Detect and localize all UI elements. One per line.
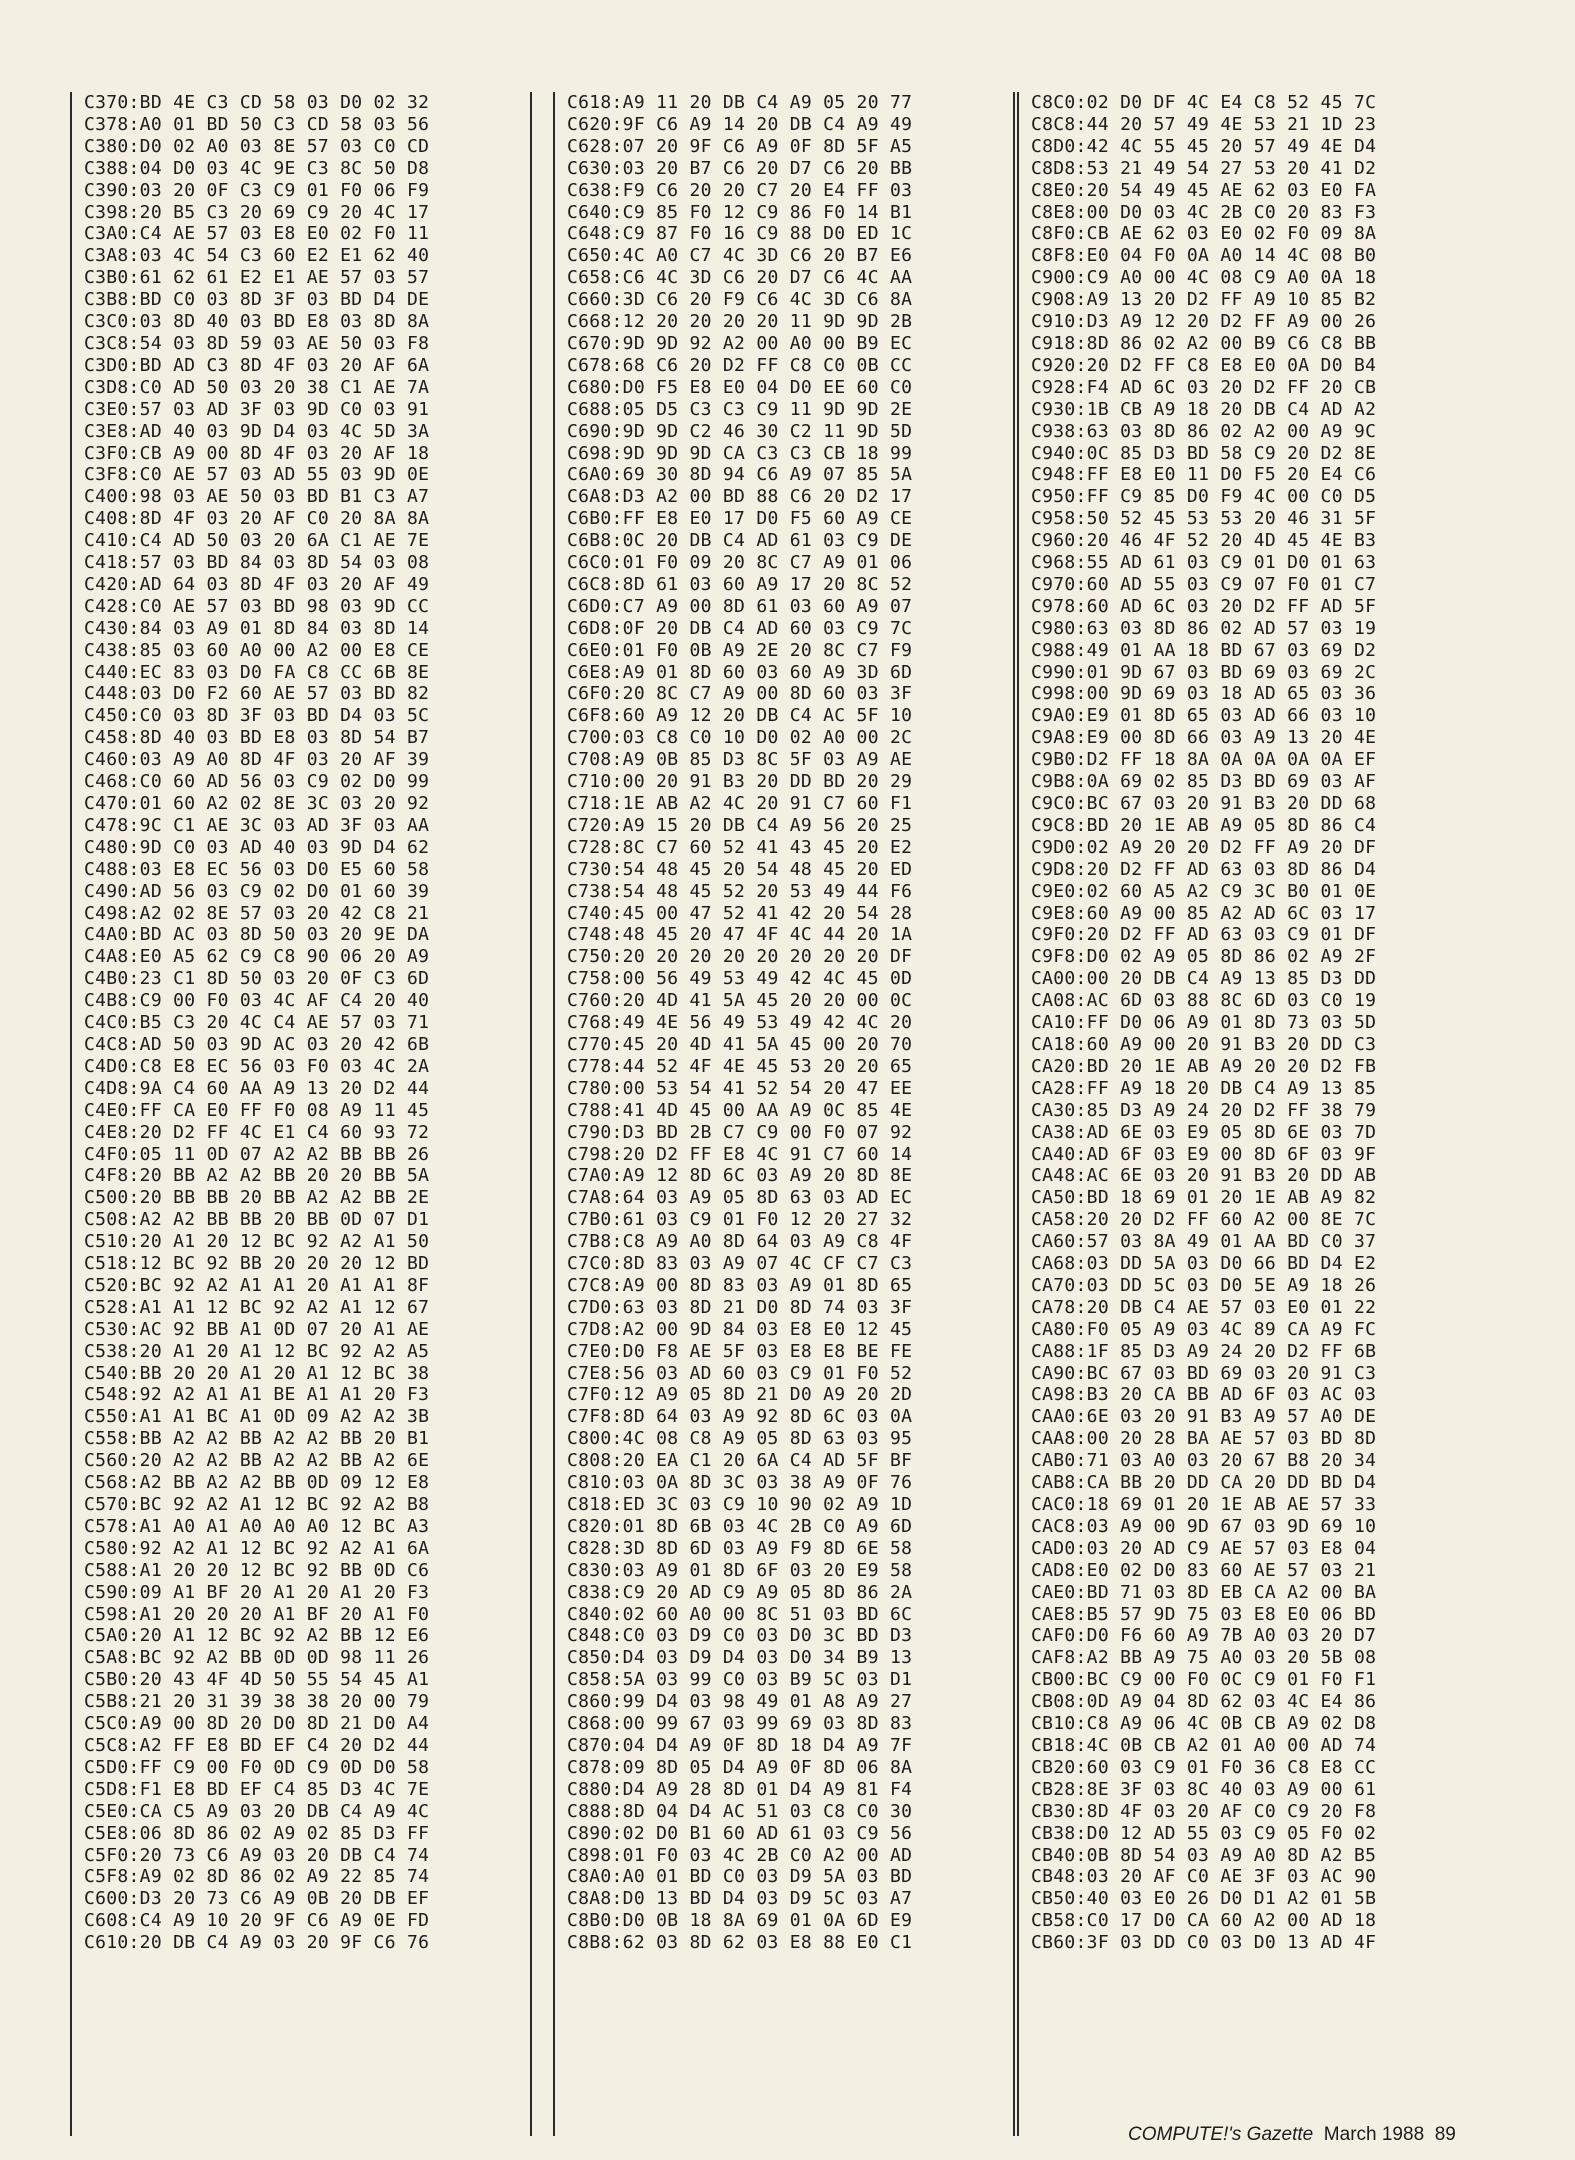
listing-line: C758:00 56 49 53 49 42 4C 45 0D — [567, 968, 913, 990]
listing-column-2 — [553, 92, 1015, 2136]
listing-line: C6F0:20 8C C7 A9 00 8D 60 03 3F — [567, 683, 913, 705]
listing-line: C410:C4 AD 50 03 20 6A C1 AE 7E — [84, 530, 430, 552]
listing-line: C8F8:E0 04 F0 0A A0 14 4C 08 B0 — [1031, 245, 1377, 267]
listing-line: C6A8:D3 A2 00 BD 88 C6 20 D2 17 — [567, 486, 913, 508]
listing-line: C818:ED 3C 03 C9 10 90 02 A9 1D — [567, 1494, 913, 1515]
listing-line: C420:AD 64 03 8D 4F 03 20 AF 49 — [84, 573, 430, 595]
listing-line: C9C8:BD 20 1E AB A9 05 8D 86 C4 — [1031, 814, 1377, 836]
listing-line: C560:20 A2 A2 BB A2 A2 BB A2 6E — [84, 1450, 430, 1472]
listing-line: C7F8:8D 64 03 A9 92 8D 6C 03 0A — [567, 1406, 913, 1428]
listing-line: C9B0:D2 FF 18 8A 0A 0A 0A 0A EF — [1031, 749, 1377, 771]
listing-line: C9D0:02 A9 20 20 D2 FF A9 20 DF — [1031, 836, 1377, 858]
listing-line: C460:03 A9 A0 8D 4F 03 20 AF 39 — [84, 749, 430, 771]
listing-line: C408:8D 4F 03 20 AF C0 20 8A 8A — [84, 508, 430, 530]
listing-line: C908:A9 13 20 D2 FF A9 10 85 B2 — [1031, 289, 1377, 311]
listing-line: C428:C0 AE 57 03 BD 98 03 9D CC — [84, 595, 430, 617]
listing-line: C3D8:C0 AD 50 03 20 38 C1 AE 7A — [84, 376, 430, 398]
listing-line: CA50:BD 18 69 01 20 1E AB A9 82 — [1031, 1187, 1377, 1209]
listing-line: C6B0:FF E8 E0 17 D0 F5 60 A9 CE — [567, 508, 913, 530]
listing-line: C620:9F C6 A9 14 20 DB C4 A9 49 — [567, 113, 913, 135]
listing-line: C5E0:CA C5 A9 03 20 DB C4 A9 4C — [84, 1800, 430, 1822]
listing-line: CA28:FF A9 18 20 DB C4 A9 13 85 — [1031, 1077, 1377, 1099]
listing-line: C7E8:56 03 AD 60 03 C9 01 F0 52 — [567, 1362, 913, 1384]
listing-line: C528:A1 A1 12 BC 92 A2 A1 12 67 — [84, 1296, 430, 1318]
listing-line: CA08:AC 6D 03 88 8C 6D 03 C0 19 — [1031, 990, 1377, 1012]
listing-line: CAD8:E0 02 D0 83 60 AE 57 03 21 — [1031, 1559, 1377, 1581]
listing-line: C4B0:23 C1 8D 50 03 20 0F C3 6D — [84, 968, 430, 990]
listing-line: C780:00 53 54 41 52 54 20 47 EE — [567, 1077, 913, 1099]
listing-line: C8B0:D0 0B 18 8A 69 01 0A 6D E9 — [567, 1910, 913, 1932]
listing-line: C870:04 D4 A9 0F 8D 18 D4 A9 7F — [567, 1734, 913, 1756]
listing-line: C5B8:21 20 31 39 38 38 20 00 79 — [84, 1691, 430, 1713]
listing-line: C920:20 D2 FF C8 E8 E0 0A D0 B4 — [1031, 354, 1377, 376]
listing-line: C5B0:20 43 4F 4D 50 55 54 45 A1 — [84, 1669, 430, 1691]
listing-line: CA80:F0 05 A9 03 4C 89 CA A9 FC — [1031, 1318, 1377, 1340]
listing-line: C4E8:20 D2 FF 4C E1 C4 60 93 72 — [84, 1121, 430, 1143]
listing-line: C778:44 52 4F 4E 45 53 20 20 65 — [567, 1055, 913, 1077]
listing-line: C5D0:FF C9 00 F0 0D C9 0D D0 58 — [84, 1756, 430, 1778]
listing-line: C700:03 C8 C0 10 D0 02 A0 00 2C — [567, 727, 913, 749]
magazine-name: COMPUTE!'s Gazette — [1128, 2124, 1314, 2145]
listing-column-1 — [70, 92, 532, 2136]
listing-line: C800:4C 08 C8 A9 05 8D 63 03 95 — [567, 1428, 913, 1450]
listing-line: C488:03 E8 EC 56 03 D0 E5 60 58 — [84, 858, 430, 880]
listing-line: C3C8:54 03 8D 59 03 AE 50 03 F8 — [84, 332, 430, 354]
listing-line: CA70:03 DD 5C 03 D0 5E A9 18 26 — [1031, 1274, 1377, 1296]
listing-line: CAC0:18 69 01 20 1E AB AE 57 33 — [1031, 1494, 1377, 1515]
listing-line: C578:A1 A0 A1 A0 A0 A0 12 BC A3 — [84, 1515, 430, 1537]
listing-line: CAF8:A2 BB A9 75 A0 03 20 5B 08 — [1031, 1647, 1377, 1669]
listing-line: C400:98 03 AE 50 03 BD B1 C3 A7 — [84, 486, 430, 508]
listing-line: CB30:8D 4F 03 20 AF C0 C9 20 F8 — [1031, 1800, 1377, 1822]
listing-line: C3E8:AD 40 03 9D D4 03 4C 5D 3A — [84, 420, 430, 442]
listing-line: CAA0:6E 03 20 91 B3 A9 57 A0 DE — [1031, 1406, 1377, 1428]
listing-line: C490:AD 56 03 C9 02 D0 01 60 39 — [84, 880, 430, 902]
listing-line: C518:12 BC 92 BB 20 20 20 12 BD — [84, 1253, 430, 1275]
listing-line: C4D0:C8 E8 EC 56 03 F0 03 4C 2A — [84, 1055, 430, 1077]
listing-line: C648:C9 87 F0 16 C9 88 D0 ED 1C — [567, 223, 913, 245]
listing-line: C940:0C 85 D3 BD 58 C9 20 D2 8E — [1031, 442, 1377, 464]
listing-line: C500:20 BB BB 20 BB A2 A2 BB 2E — [84, 1187, 430, 1209]
listing-line: C538:20 A1 20 A1 12 BC 92 A2 A5 — [84, 1340, 430, 1362]
listing-line: C590:09 A1 BF 20 A1 20 A1 20 F3 — [84, 1581, 430, 1603]
listing-line: C7D0:63 03 8D 21 D0 8D 74 03 3F — [567, 1296, 913, 1318]
listing-line: C548:92 A2 A1 A1 BE A1 A1 20 F3 — [84, 1384, 430, 1406]
listing-line: C770:45 20 4D 41 5A 45 00 20 70 — [567, 1033, 913, 1055]
listing-line: C380:D0 02 A0 03 8E 57 03 C0 CD — [84, 135, 430, 157]
listing-line: CA90:BC 67 03 BD 69 03 20 91 C3 — [1031, 1362, 1377, 1384]
listing-line: CA88:1F 85 D3 A9 24 20 D2 FF 6B — [1031, 1340, 1377, 1362]
listing-line: C580:92 A2 A1 12 BC 92 A2 A1 6A — [84, 1537, 430, 1559]
listing-line: C7E0:D0 F8 AE 5F 03 E8 E8 BE FE — [567, 1340, 913, 1362]
listing-line: C5C8:A2 FF E8 BD EF C4 20 D2 44 — [84, 1734, 430, 1756]
listing-line: C8D0:42 4C 55 45 20 57 49 4E D4 — [1031, 135, 1377, 157]
listing-line: CB18:4C 0B CB A2 01 A0 00 AD 74 — [1031, 1734, 1377, 1756]
listing-line: C3A8:03 4C 54 C3 60 E2 E1 62 40 — [84, 245, 430, 267]
listing-line: C688:05 D5 C3 C3 C9 11 9D 9D 2E — [567, 398, 913, 420]
listing-line: CB58:C0 17 D0 CA 60 A2 00 AD 18 — [1031, 1910, 1377, 1932]
listing-line: C3F0:CB A9 00 8D 4F 03 20 AF 18 — [84, 442, 430, 464]
page-footer — [1128, 2124, 1456, 2146]
listing-line: C9A0:E9 01 8D 65 03 AD 66 03 10 — [1031, 705, 1377, 727]
listing-line: CA20:BD 20 1E AB A9 20 20 D2 FB — [1031, 1055, 1377, 1077]
listing-line: C378:A0 01 BD 50 C3 CD 58 03 56 — [84, 113, 430, 135]
listing-line: C550:A1 A1 BC A1 0D 09 A2 A2 3B — [84, 1406, 430, 1428]
listing-line: C848:C0 03 D9 C0 03 D0 3C BD D3 — [567, 1625, 913, 1647]
listing-line: C790:D3 BD 2B C7 C9 00 F0 07 92 — [567, 1121, 913, 1143]
listing-line: C388:04 D0 03 4C 9E C3 8C 50 D8 — [84, 157, 430, 179]
listing-line: C588:A1 20 20 12 BC 92 BB 0D C6 — [84, 1559, 430, 1581]
listing-line: C888:8D 04 D4 AC 51 03 C8 C0 30 — [567, 1800, 913, 1822]
listing-line: C458:8D 40 03 BD E8 03 8D 54 B7 — [84, 727, 430, 749]
listing-line: CB10:C8 A9 06 4C 0B CB A9 02 D8 — [1031, 1713, 1377, 1735]
listing-line: C6C0:01 F0 09 20 8C C7 A9 01 06 — [567, 552, 913, 574]
listing-line: C718:1E AB A2 4C 20 91 C7 60 F1 — [567, 793, 913, 814]
listing-line: C708:A9 0B 85 D3 8C 5F 03 A9 AE — [567, 749, 913, 771]
listing-line: C6A0:69 30 8D 94 C6 A9 07 85 5A — [567, 464, 913, 486]
listing-line: C7A0:A9 12 8D 6C 03 A9 20 8D 8E — [567, 1165, 913, 1187]
listing-line: C8E0:20 54 49 45 AE 62 03 E0 FA — [1031, 179, 1377, 201]
listing-line: C950:FF C9 85 D0 F9 4C 00 C0 D5 — [1031, 486, 1377, 508]
listing-line: C7B8:C8 A9 A0 8D 64 03 A9 C8 4F — [567, 1231, 913, 1253]
listing-line: CAC8:03 A9 00 9D 67 03 9D 69 10 — [1031, 1515, 1377, 1537]
listing-line: C608:C4 A9 10 20 9F C6 A9 0E FD — [84, 1910, 430, 1932]
listing-line: C5C0:A9 00 8D 20 D0 8D 21 D0 A4 — [84, 1713, 430, 1735]
listing-line: C810:03 0A 8D 3C 03 38 A9 0F 76 — [567, 1472, 913, 1494]
listing-line: C3D0:BD AD C3 8D 4F 03 20 AF 6A — [84, 354, 430, 376]
listing-line: C370:BD 4E C3 CD 58 03 D0 02 32 — [84, 92, 430, 113]
listing-line: C600:D3 20 73 C6 A9 0B 20 DB EF — [84, 1888, 430, 1910]
listing-line: C540:BB 20 20 A1 20 A1 12 BC 38 — [84, 1362, 430, 1384]
listing-line: C4C8:AD 50 03 9D AC 03 20 42 6B — [84, 1033, 430, 1055]
listing-line: C6E8:A9 01 8D 60 03 60 A9 3D 6D — [567, 661, 913, 683]
listing-line: C3B0:61 62 61 E2 E1 AE 57 03 57 — [84, 267, 430, 289]
listing-line: CAD0:03 20 AD C9 AE 57 03 E8 04 — [1031, 1537, 1377, 1559]
listing-line: CB50:40 03 E0 26 D0 D1 A2 01 5B — [1031, 1888, 1377, 1910]
listing-line: C868:00 99 67 03 99 69 03 8D 83 — [567, 1713, 913, 1735]
listing-line: CB20:60 03 C9 01 F0 36 C8 E8 CC — [1031, 1756, 1377, 1778]
listing-line: CAF0:D0 F6 60 A9 7B A0 03 20 D7 — [1031, 1625, 1377, 1647]
listing-line: C5A8:BC 92 A2 BB 0D 0D 98 11 26 — [84, 1647, 430, 1669]
listing-line: C980:63 03 8D 86 02 AD 57 03 19 — [1031, 617, 1377, 639]
listing-line: C658:C6 4C 3D C6 20 D7 C6 4C AA — [567, 267, 913, 289]
listing-line: C9E8:60 A9 00 85 A2 AD 6C 03 17 — [1031, 902, 1377, 924]
listing-line: CA10:FF D0 06 A9 01 8D 73 03 5D — [1031, 1012, 1377, 1034]
listing-line: C698:9D 9D 9D CA C3 C3 CB 18 99 — [567, 442, 913, 464]
issue-date: March 1988 — [1323, 2124, 1425, 2145]
listing-line: C880:D4 A9 28 8D 01 D4 A9 81 F4 — [567, 1778, 913, 1800]
listing-line: C788:41 4D 45 00 AA A9 0C 85 4E — [567, 1099, 913, 1121]
listing-line: C808:20 EA C1 20 6A C4 AD 5F BF — [567, 1450, 913, 1472]
listing-line: C948:FF E8 E0 11 D0 F5 20 E4 C6 — [1031, 464, 1377, 486]
listing-line: C858:5A 03 99 C0 03 B9 5C 03 D1 — [567, 1669, 913, 1691]
listing-line: CAE0:BD 71 03 8D EB CA A2 00 BA — [1031, 1581, 1377, 1603]
listing-line: C5D8:F1 E8 BD EF C4 85 D3 4C 7E — [84, 1778, 430, 1800]
listing-line: C440:EC 83 03 D0 FA C8 CC 6B 8E — [84, 661, 430, 683]
listing-line: CA98:B3 20 CA BB AD 6F 03 AC 03 — [1031, 1384, 1377, 1406]
listing-line: CAA8:00 20 28 BA AE 57 03 BD 8D — [1031, 1428, 1377, 1450]
listing-line: C680:D0 F5 E8 E0 04 D0 EE 60 C0 — [567, 376, 913, 398]
listing-line: C978:60 AD 6C 03 20 D2 FF AD 5F — [1031, 595, 1377, 617]
listing-line: C3C0:03 8D 40 03 BD E8 03 8D 8A — [84, 311, 430, 333]
listing-line: C830:03 A9 01 8D 6F 03 20 E9 58 — [567, 1559, 913, 1581]
listing-line: C720:A9 15 20 DB C4 A9 56 20 25 — [567, 814, 913, 836]
listing-line: CA48:AC 6E 03 20 91 B3 20 DD AB — [1031, 1165, 1377, 1187]
listing-line: C898:01 F0 03 4C 2B C0 A2 00 AD — [567, 1844, 913, 1866]
listing-line: C5F8:A9 02 8D 86 02 A9 22 85 74 — [84, 1866, 430, 1888]
listing-line: C498:A2 02 8E 57 03 20 42 C8 21 — [84, 902, 430, 924]
listing-line: C7A8:64 03 A9 05 8D 63 03 AD EC — [567, 1187, 913, 1209]
listing-line: C928:F4 AD 6C 03 20 D2 FF 20 CB — [1031, 376, 1377, 398]
listing-line: C8D8:53 21 49 54 27 53 20 41 D2 — [1031, 157, 1377, 179]
page-number: 89 — [1434, 2124, 1456, 2145]
listing-line: C570:BC 92 A2 A1 12 BC 92 A2 B8 — [84, 1494, 430, 1515]
listing-line: C878:09 8D 05 D4 A9 0F 8D 06 8A — [567, 1756, 913, 1778]
listing-line: C820:01 8D 6B 03 4C 2B C0 A9 6D — [567, 1515, 913, 1537]
listing-line: C4E0:FF CA E0 FF F0 08 A9 11 45 — [84, 1099, 430, 1121]
listing-line: C748:48 45 20 47 4F 4C 44 20 1A — [567, 924, 913, 946]
listing-line: C738:54 48 45 52 20 53 49 44 F6 — [567, 880, 913, 902]
listing-line: C5F0:20 73 C6 A9 03 20 DB C4 74 — [84, 1844, 430, 1866]
listing-line: CA00:00 20 DB C4 A9 13 85 D3 DD — [1031, 968, 1377, 990]
listing-line: CAB0:71 03 A0 03 20 67 B8 20 34 — [1031, 1450, 1377, 1472]
listing-line: C850:D4 03 D9 D4 03 D0 34 B9 13 — [567, 1647, 913, 1669]
listing-line: C5E8:06 8D 86 02 A9 02 85 D3 FF — [84, 1822, 430, 1844]
listing-column-3 — [1017, 92, 1479, 2136]
listing-line: C660:3D C6 20 F9 C6 4C 3D C6 8A — [567, 289, 913, 311]
listing-line: CB08:0D A9 04 8D 62 03 4C E4 86 — [1031, 1691, 1377, 1713]
listing-line: C598:A1 20 20 20 A1 BF 20 A1 F0 — [84, 1603, 430, 1625]
listing-line: CA38:AD 6E 03 E9 05 8D 6E 03 7D — [1031, 1121, 1377, 1143]
listing-line: C530:AC 92 BB A1 0D 07 20 A1 AE — [84, 1318, 430, 1340]
listing-line: C7B0:61 03 C9 01 F0 12 20 27 32 — [567, 1209, 913, 1231]
listing-line: C690:9D 9D C2 46 30 C2 11 9D 5D — [567, 420, 913, 442]
listing-line: C798:20 D2 FF E8 4C 91 C7 60 14 — [567, 1143, 913, 1165]
listing-line: CA60:57 03 8A 49 01 AA BD C0 37 — [1031, 1231, 1377, 1253]
listing-line: C6E0:01 F0 0B A9 2E 20 8C C7 F9 — [567, 639, 913, 661]
listing-line: C7C8:A9 00 8D 83 03 A9 01 8D 65 — [567, 1274, 913, 1296]
listing-line: C650:4C A0 C7 4C 3D C6 20 B7 E6 — [567, 245, 913, 267]
listing-line: C610:20 DB C4 A9 03 20 9F C6 76 — [84, 1932, 430, 1954]
listing-line: C8B8:62 03 8D 62 03 E8 88 E0 C1 — [567, 1932, 913, 1954]
listing-line: C8C8:44 20 57 49 4E 53 21 1D 23 — [1031, 113, 1377, 135]
listing-line: C390:03 20 0F C3 C9 01 F0 06 F9 — [84, 179, 430, 201]
listing-line: C3A0:C4 AE 57 03 E8 E0 02 F0 11 — [84, 223, 430, 245]
listing-line: C750:20 20 20 20 20 20 20 20 DF — [567, 946, 913, 968]
listing-line: C418:57 03 BD 84 03 8D 54 03 08 — [84, 552, 430, 574]
listing-line: C3B8:BD C0 03 8D 3F 03 BD D4 DE — [84, 289, 430, 311]
listing-line: C9C0:BC 67 03 20 91 B3 20 DD 68 — [1031, 793, 1377, 814]
listing-line: C628:07 20 9F C6 A9 0F 8D 5F A5 — [567, 135, 913, 157]
listing-line: C828:3D 8D 6D 03 A9 F9 8D 6E 58 — [567, 1537, 913, 1559]
listing-line: CB40:0B 8D 54 03 A9 A0 8D A2 B5 — [1031, 1844, 1377, 1866]
listing-line: C8A0:A0 01 BD C0 03 D9 5A 03 BD — [567, 1866, 913, 1888]
listing-line: C6C8:8D 61 03 60 A9 17 20 8C 52 — [567, 573, 913, 595]
listing-line: C9B8:0A 69 02 85 D3 BD 69 03 AF — [1031, 771, 1377, 793]
listing-line: C398:20 B5 C3 20 69 C9 20 4C 17 — [84, 201, 430, 223]
listing-line: CAB8:CA BB 20 DD CA 20 DD BD D4 — [1031, 1472, 1377, 1494]
listing-line: C9F8:D0 02 A9 05 8D 86 02 A9 2F — [1031, 946, 1377, 968]
listing-line: C668:12 20 20 20 20 11 9D 9D 2B — [567, 311, 913, 333]
listing-line: C568:A2 BB A2 A2 BB 0D 09 12 E8 — [84, 1472, 430, 1494]
listing-line: C930:1B CB A9 18 20 DB C4 AD A2 — [1031, 398, 1377, 420]
listing-line: C9F0:20 D2 FF AD 63 03 C9 01 DF — [1031, 924, 1377, 946]
listing-line: C840:02 60 A0 00 8C 51 03 BD 6C — [567, 1603, 913, 1625]
listing-line: CA30:85 D3 A9 24 20 D2 FF 38 79 — [1031, 1099, 1377, 1121]
listing-line: C640:C9 85 F0 12 C9 86 F0 14 B1 — [567, 201, 913, 223]
listing-line: C430:84 03 A9 01 8D 84 03 8D 14 — [84, 617, 430, 639]
listing-line: CA58:20 20 D2 FF 60 A2 00 8E 7C — [1031, 1209, 1377, 1231]
listing-line: CB00:BC C9 00 F0 0C C9 01 F0 F1 — [1031, 1669, 1377, 1691]
listing-line: C768:49 4E 56 49 53 49 42 4C 20 — [567, 1012, 913, 1034]
listing-line: CA68:03 DD 5A 03 D0 66 BD D4 E2 — [1031, 1253, 1377, 1275]
listing-line: C450:C0 03 8D 3F 03 BD D4 03 5C — [84, 705, 430, 727]
listing-line: C4F0:05 11 0D 07 A2 A2 BB BB 26 — [84, 1143, 430, 1165]
listing-line: C8C0:02 D0 DF 4C E4 C8 52 45 7C — [1031, 92, 1377, 113]
listing-line: CB28:8E 3F 03 8C 40 03 A9 00 61 — [1031, 1778, 1377, 1800]
listing-line: C7F0:12 A9 05 8D 21 D0 A9 20 2D — [567, 1384, 913, 1406]
listing-line: CB48:03 20 AF C0 AE 3F 03 AC 90 — [1031, 1866, 1377, 1888]
listing-line: C480:9D C0 03 AD 40 03 9D D4 62 — [84, 836, 430, 858]
listing-line: C448:03 D0 F2 60 AE 57 03 BD 82 — [84, 683, 430, 705]
listing-line: C8A8:D0 13 BD D4 03 D9 5C 03 A7 — [567, 1888, 913, 1910]
listing-line: C4A0:BD AC 03 8D 50 03 20 9E DA — [84, 924, 430, 946]
listing-line: C918:8D 86 02 A2 00 B9 C6 C8 BB — [1031, 332, 1377, 354]
listing-line: C7D8:A2 00 9D 84 03 E8 E0 12 45 — [567, 1318, 913, 1340]
listing-line: C8E8:00 D0 03 4C 2B C0 20 83 F3 — [1031, 201, 1377, 223]
listing-line: C740:45 00 47 52 41 42 20 54 28 — [567, 902, 913, 924]
listing-line: C728:8C C7 60 52 41 43 45 20 E2 — [567, 836, 913, 858]
listing-line: CA18:60 A9 00 20 91 B3 20 DD C3 — [1031, 1033, 1377, 1055]
listing-line: C890:02 D0 B1 60 AD 61 03 C9 56 — [567, 1822, 913, 1844]
listing-line: C520:BC 92 A2 A1 A1 20 A1 A1 8F — [84, 1274, 430, 1296]
listing-line: C710:00 20 91 B3 20 DD BD 20 29 — [567, 771, 913, 793]
listing-line: C6B8:0C 20 DB C4 AD 61 03 C9 DE — [567, 530, 913, 552]
listing-line: C6F8:60 A9 12 20 DB C4 AC 5F 10 — [567, 705, 913, 727]
listing-line: C618:A9 11 20 DB C4 A9 05 20 77 — [567, 92, 913, 113]
listing-line: C7C0:8D 83 03 A9 07 4C CF C7 C3 — [567, 1253, 913, 1275]
listing-line: C3F8:C0 AE 57 03 AD 55 03 9D 0E — [84, 464, 430, 486]
listing-line: C6D0:C7 A9 00 8D 61 03 60 A9 07 — [567, 595, 913, 617]
listing-line: C900:C9 A0 00 4C 08 C9 A0 0A 18 — [1031, 267, 1377, 289]
listing-line: C6D8:0F 20 DB C4 AD 60 03 C9 7C — [567, 617, 913, 639]
listing-line: CAE8:B5 57 9D 75 03 E8 E0 06 BD — [1031, 1603, 1377, 1625]
listing-line: C730:54 48 45 20 54 48 45 20 ED — [567, 858, 913, 880]
listing-line: C638:F9 C6 20 20 C7 20 E4 FF 03 — [567, 179, 913, 201]
listing-line: C4F8:20 BB A2 A2 BB 20 20 BB 5A — [84, 1165, 430, 1187]
listing-line: C4B8:C9 00 F0 03 4C AF C4 20 40 — [84, 990, 430, 1012]
listing-line: C998:00 9D 69 03 18 AD 65 03 36 — [1031, 683, 1377, 705]
listing-line: C968:55 AD 61 03 C9 01 D0 01 63 — [1031, 552, 1377, 574]
listing-line: CA40:AD 6F 03 E9 00 8D 6F 03 9F — [1031, 1143, 1377, 1165]
listing-line: C438:85 03 60 A0 00 A2 00 E8 CE — [84, 639, 430, 661]
listing-line: C838:C9 20 AD C9 A9 05 8D 86 2A — [567, 1581, 913, 1603]
listing-line: C4A8:E0 A5 62 C9 C8 90 06 20 A9 — [84, 946, 430, 968]
listing-line: C630:03 20 B7 C6 20 D7 C6 20 BB — [567, 157, 913, 179]
listing-line: CB60:3F 03 DD C0 03 D0 13 AD 4F — [1031, 1932, 1377, 1954]
listing-line: C510:20 A1 20 12 BC 92 A2 A1 50 — [84, 1231, 430, 1253]
listing-line: C760:20 4D 41 5A 45 20 20 00 0C — [567, 990, 913, 1012]
listing-line: C990:01 9D 67 03 BD 69 03 69 2C — [1031, 661, 1377, 683]
listing-line: C9D8:20 D2 FF AD 63 03 8D 86 D4 — [1031, 858, 1377, 880]
listing-line: C9E0:02 60 A5 A2 C9 3C B0 01 0E — [1031, 880, 1377, 902]
listing-line: C5A0:20 A1 12 BC 92 A2 BB 12 E6 — [84, 1625, 430, 1647]
listing-line: C558:BB A2 A2 BB A2 A2 BB 20 B1 — [84, 1428, 430, 1450]
listing-line: C910:D3 A9 12 20 D2 FF A9 00 26 — [1031, 311, 1377, 333]
listing-line: C970:60 AD 55 03 C9 07 F0 01 C7 — [1031, 573, 1377, 595]
listing-line: C988:49 01 AA 18 BD 67 03 69 D2 — [1031, 639, 1377, 661]
listing-line: C4C0:B5 C3 20 4C C4 AE 57 03 71 — [84, 1012, 430, 1034]
listing-line: C470:01 60 A2 02 8E 3C 03 20 92 — [84, 793, 430, 814]
listing-line: CB38:D0 12 AD 55 03 C9 05 F0 02 — [1031, 1822, 1377, 1844]
listing-line: C478:9C C1 AE 3C 03 AD 3F 03 AA — [84, 814, 430, 836]
listing-line: C508:A2 A2 BB BB 20 BB 0D 07 D1 — [84, 1209, 430, 1231]
listing-line: C860:99 D4 03 98 49 01 A8 A9 27 — [567, 1691, 913, 1713]
listing-line: C3E0:57 03 AD 3F 03 9D C0 03 91 — [84, 398, 430, 420]
listing-line: C678:68 C6 20 D2 FF C8 C0 0B CC — [567, 354, 913, 376]
listing-line: CA78:20 DB C4 AE 57 03 E0 01 22 — [1031, 1296, 1377, 1318]
listing-line: C960:20 46 4F 52 20 4D 45 4E B3 — [1031, 530, 1377, 552]
listing-line: C8F0:CB AE 62 03 E0 02 F0 09 8A — [1031, 223, 1377, 245]
listing-line: C938:63 03 8D 86 02 A2 00 A9 9C — [1031, 420, 1377, 442]
listing-line: C4D8:9A C4 60 AA A9 13 20 D2 44 — [84, 1077, 430, 1099]
listing-line: C958:50 52 45 53 53 20 46 31 5F — [1031, 508, 1377, 530]
listing-line: C9A8:E9 00 8D 66 03 A9 13 20 4E — [1031, 727, 1377, 749]
listing-line: C468:C0 60 AD 56 03 C9 02 D0 99 — [84, 771, 430, 793]
listing-line: C670:9D 9D 92 A2 00 A0 00 B9 EC — [567, 332, 913, 354]
